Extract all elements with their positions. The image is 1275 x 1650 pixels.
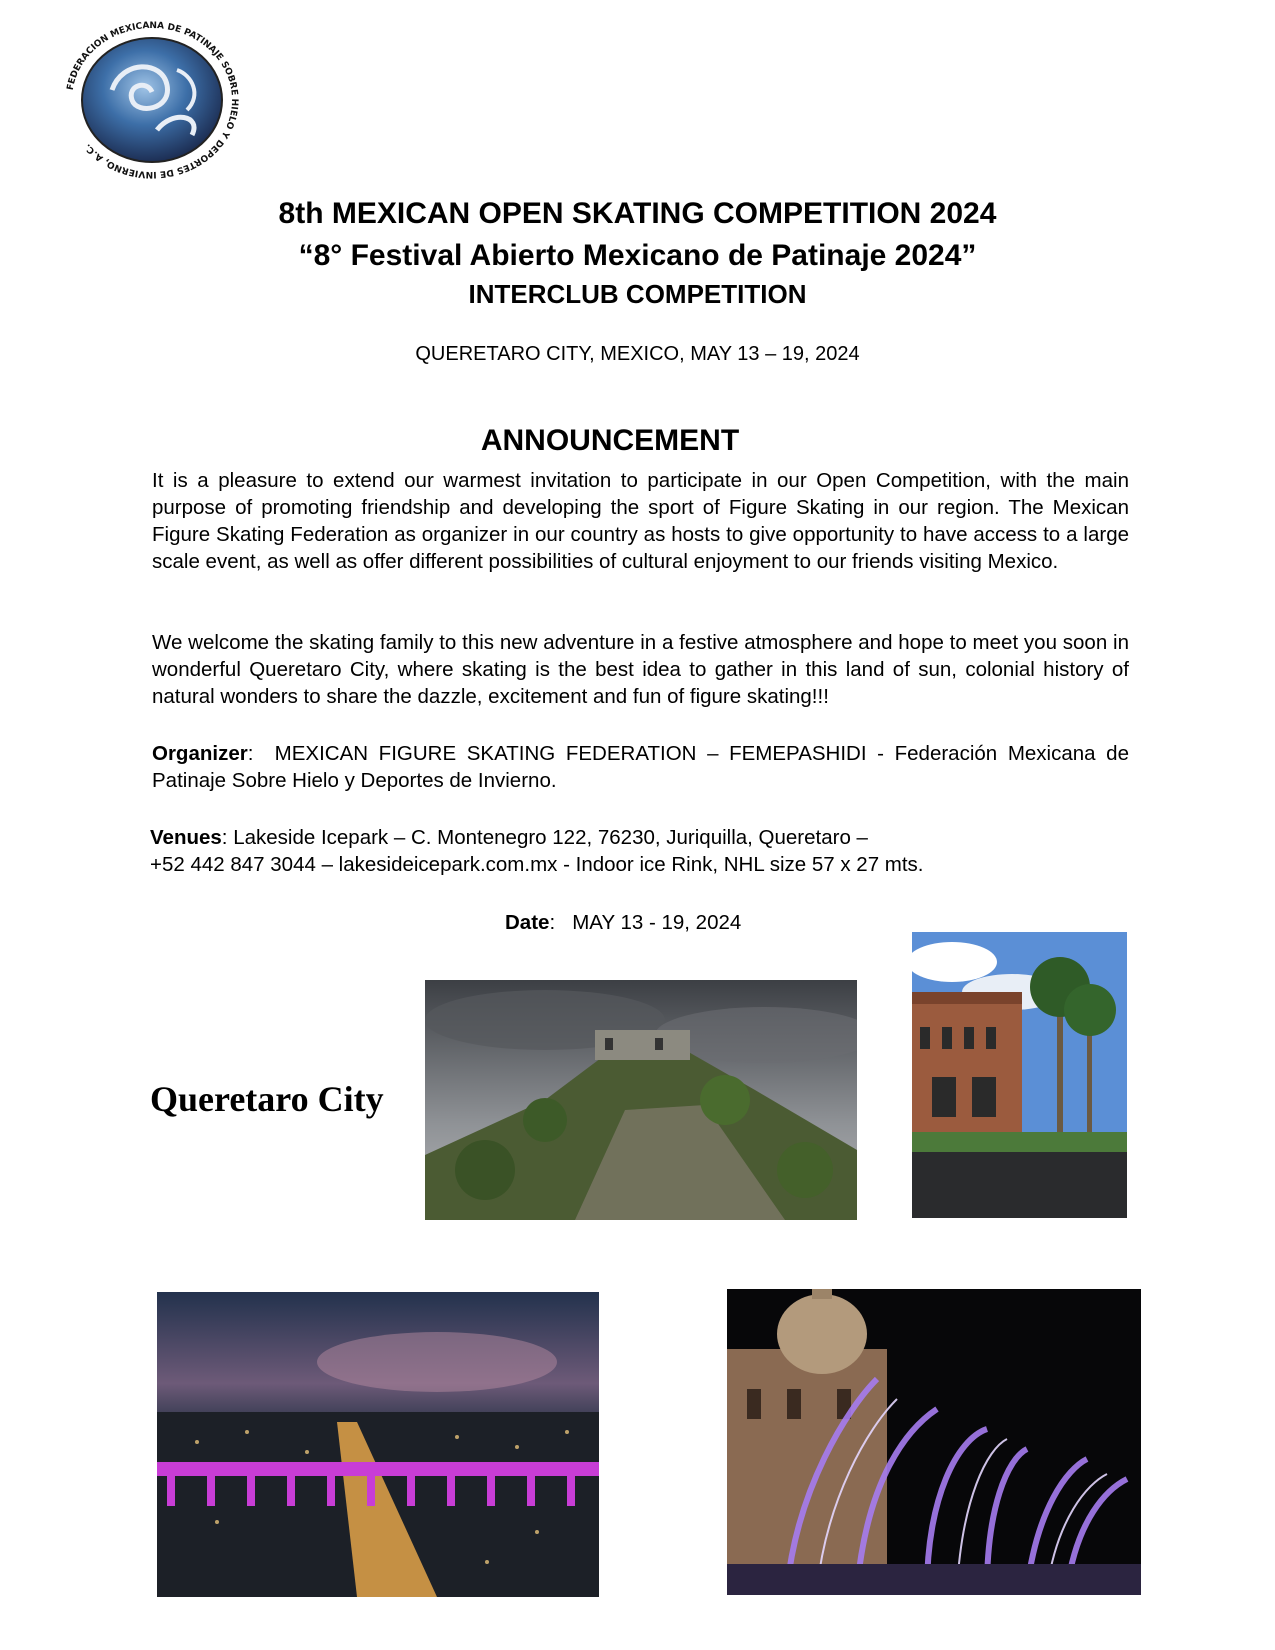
- announcement-paragraph-2: We welcome the skating family to this new adventure in a festive atmosphere and hope to meet you soon in wonderful Queretaro City, where skating is the best idea to gather in this land of sun, colonial history of natural wonders to share the dazzle, excitement and fun of figure skating!!!: [152, 631, 1129, 708]
- organizer-value: MEXICAN FIGURE SKATING FEDERATION – FEMEPASHIDI - Federación Mexicana de Patinaje Sobre Hielo y Deportes de Invierno.: [152, 742, 1129, 792]
- pyramid-photo: [425, 980, 857, 1220]
- subtitle: INTERCLUB COMPETITION: [468, 279, 807, 309]
- venues-label: Venues: [150, 826, 222, 849]
- announcement-paragraph-1: It is a pleasure to extend our warmest invitation to participate in our Open Competition, with the main purpose of promoting friendship and developing the sport of Figure Skating in our region. The Mexican Figure Skating Federation as organizer in our country as hosts to give opportunity to have access to a large scale event, as well as offer different possibilities of cultural enjoyment to our friends visiting Mexico.: [152, 469, 1129, 573]
- federation-logo: [52, 20, 252, 180]
- aqueduct-photo: [157, 1292, 599, 1597]
- building-photo: [912, 932, 1127, 1218]
- date-label: Date: [505, 911, 550, 934]
- city-caption: Queretaro City: [150, 1079, 384, 1119]
- fountain-photo: [727, 1289, 1141, 1595]
- venues-section: Venues: Lakeside Icepark – C. Montenegro 122, 76230, Juriquilla, Queretaro – +52 442 847 3044 – lakesideicepark.com.mx - Indoor ice Rink, NHL size 57 x 27 mts.: [150, 826, 924, 876]
- title-english: 8th MEXICAN OPEN SKATING COMPETITION 2024: [278, 197, 997, 230]
- svg-text:FEDERACION MEXICANA DE PATINAJ: FEDERACION MEXICANA DE PATINAJE SOBRE HIELO Y DEPORTES DE INVIERNO, A.C.: [65, 20, 240, 180]
- date-section: Date: MAY 13 - 19, 2024: [505, 911, 742, 934]
- venues-line-2: +52 442 847 3044 – lakesideicepark.com.mx - Indoor ice Rink, NHL size 57 x 27 mts.: [150, 853, 924, 876]
- organizer-label: Organizer: [152, 742, 248, 765]
- organizer-section: Organizer: MEXICAN FIGURE SKATING FEDERATION – FEMEPASHIDI - Federación Mexicana de Patinaje Sobre Hielo y Deportes de Invierno.: [152, 742, 1129, 792]
- venues-line-1: Lakeside Icepark – C. Montenegro 122, 76230, Juriquilla, Queretaro –: [233, 826, 868, 849]
- location-dates: QUERETARO CITY, MEXICO, MAY 13 – 19, 2024: [415, 343, 860, 365]
- date-value: MAY 13 - 19, 2024: [572, 911, 742, 934]
- title-spanish: “8° Festival Abierto Mexicano de Patinaje 2024”: [298, 239, 977, 272]
- announcement-heading: ANNOUNCEMENT: [480, 424, 740, 457]
